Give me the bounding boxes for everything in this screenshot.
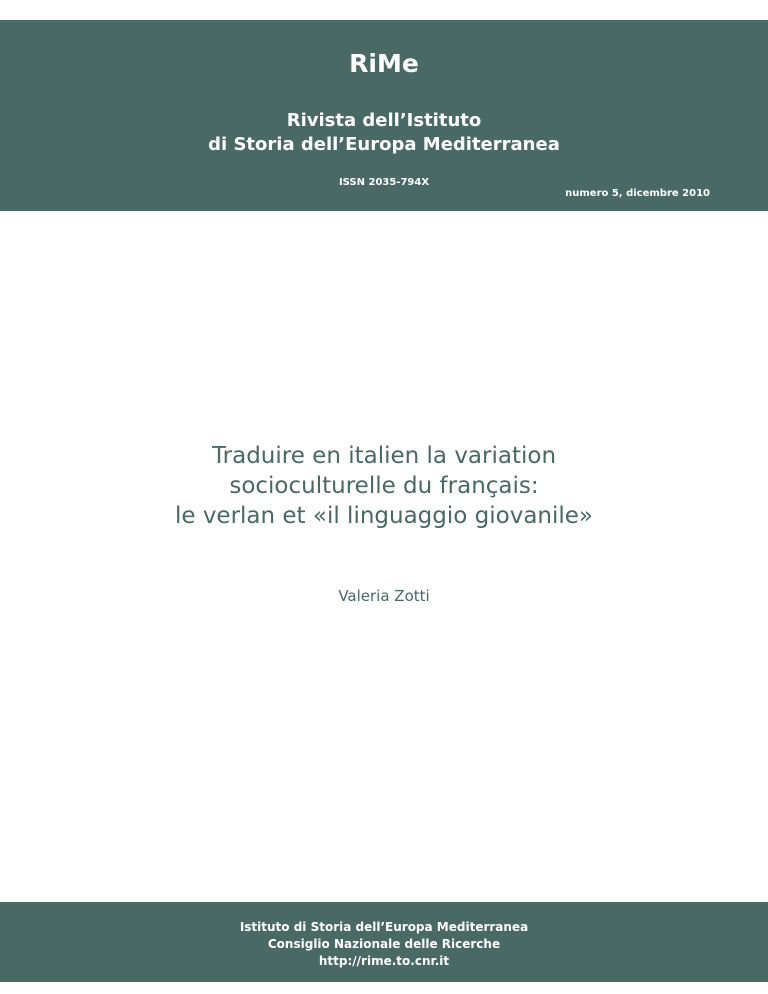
journal-subtitle-line-1: Rivista dell’Istituto bbox=[286, 110, 482, 131]
article-title bbox=[0, 441, 768, 531]
journal-subtitle-line-2: di Storia dell’Europa Mediterranea bbox=[208, 134, 560, 155]
journal-subtitle bbox=[0, 109, 768, 157]
article-title-line-2: socioculturelle du français: bbox=[229, 473, 539, 499]
journal-name: RiMe bbox=[349, 49, 419, 78]
footer-institute: Istituto di Storia dell’Europa Mediterranea bbox=[239, 920, 529, 934]
header-band bbox=[0, 20, 768, 211]
article-title-line-3: le verlan et «il linguaggio giovanile» bbox=[174, 503, 594, 529]
footer-band bbox=[0, 902, 768, 982]
article-title-line-1: Traduire en italien la variation bbox=[211, 443, 557, 469]
footer-council: Consiglio Nazionale delle Ricerche bbox=[267, 937, 501, 951]
issue-number: numero 5, dicembre 2010 bbox=[565, 188, 710, 199]
footer-text bbox=[0, 919, 768, 970]
footer-url[interactable]: http://rime.to.cnr.it bbox=[318, 954, 450, 968]
author-name: Valeria Zotti bbox=[338, 587, 430, 605]
issn: ISSN 2035-794X bbox=[338, 177, 430, 188]
